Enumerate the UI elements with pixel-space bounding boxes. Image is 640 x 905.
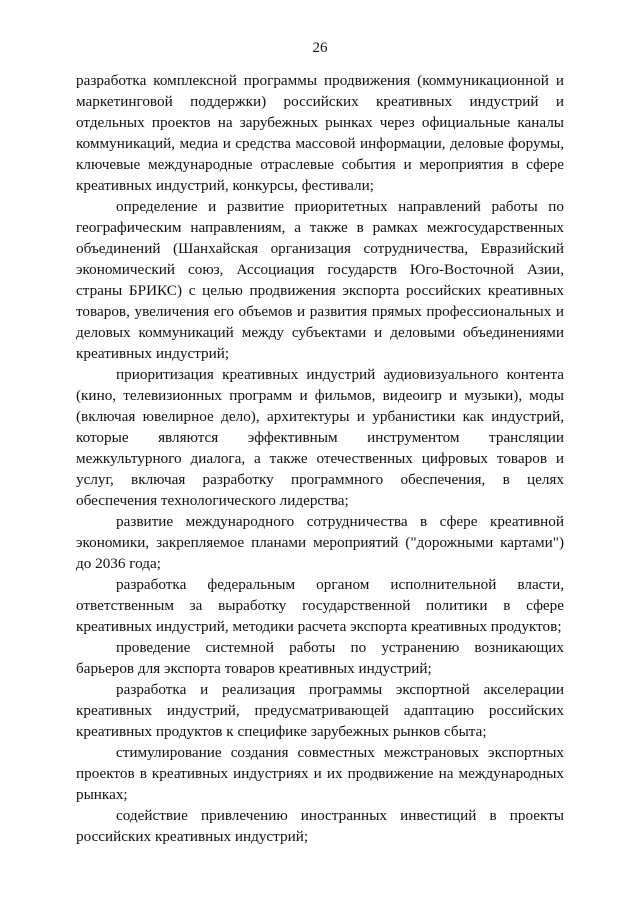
paragraph-5: разработка федеральным органом исполнительной власти, ответственным за выработку государственной политики в сфере креативных индустрий, методики расчета экспорта креативных продуктов;: [76, 576, 564, 635]
paragraph-4: развитие международного сотрудничества в сфере креативной экономики, закрепляемое планами мероприятий ("дорожными картами") до 2036 года;: [76, 513, 564, 572]
paragraph-7: разработка и реализация программы экспортной акселерации креативных индустрий, предусматривающей адаптацию российских креативных продуктов к специфике зарубежных рынков сбыта;: [76, 681, 564, 740]
paragraph-9: содействие привлечению иностранных инвестиций в проекты российских креативных индустрий;: [76, 807, 564, 845]
paragraph-1: разработка комплексной программы продвижения (коммуникационной и маркетинговой поддержки) российских креативных индустрий и отдельных проектов на зарубежных рынках через официальные каналы коммуникаций, медиа и средства массовой информации, деловые форумы, ключевые международные отраслевые события и мероприятия в сфере креативных индустрий, конкурсы, фестивали;: [76, 72, 564, 194]
page-number: 26: [312, 40, 328, 56]
paragraph-3: приоритизация креативных индустрий аудиовизуального контента (кино, телевизионных программ и фильмов, видеоигр и музыки), моды (включая ювелирное дело), архитектуры и урбанистики как индустрий, которые являются эффективным инструментом трансляции межкультурного диалога, а также отечественных цифровых товаров и услуг, включая разработку программного обеспечения, в целях обеспечения технологического лидерства;: [76, 366, 564, 509]
paragraph-2: определение и развитие приоритетных направлений работы по географическим направлениям, а также в рамках межгосударственных объединений (Шанхайская организация сотрудничества, Евразийский экономический союз, Ассоциация государств Юго-Восточной Азии, страны БРИКС) с целью продвижения экспорта российских креативных товаров, увеличения его объемов и развития прямых профессиональных и деловых коммуникаций между субъектами и деловыми объединениями креативных индустрий;: [76, 198, 564, 362]
paragraph-6: проведение системной работы по устранению возникающих барьеров для экспорта товаров креативных индустрий;: [76, 639, 564, 677]
document-body: [76, 70, 564, 847]
paragraph-8: стимулирование создания совместных межстрановых экспортных проектов в креативных индустриях и их продвижение на международных рынках;: [76, 744, 564, 803]
